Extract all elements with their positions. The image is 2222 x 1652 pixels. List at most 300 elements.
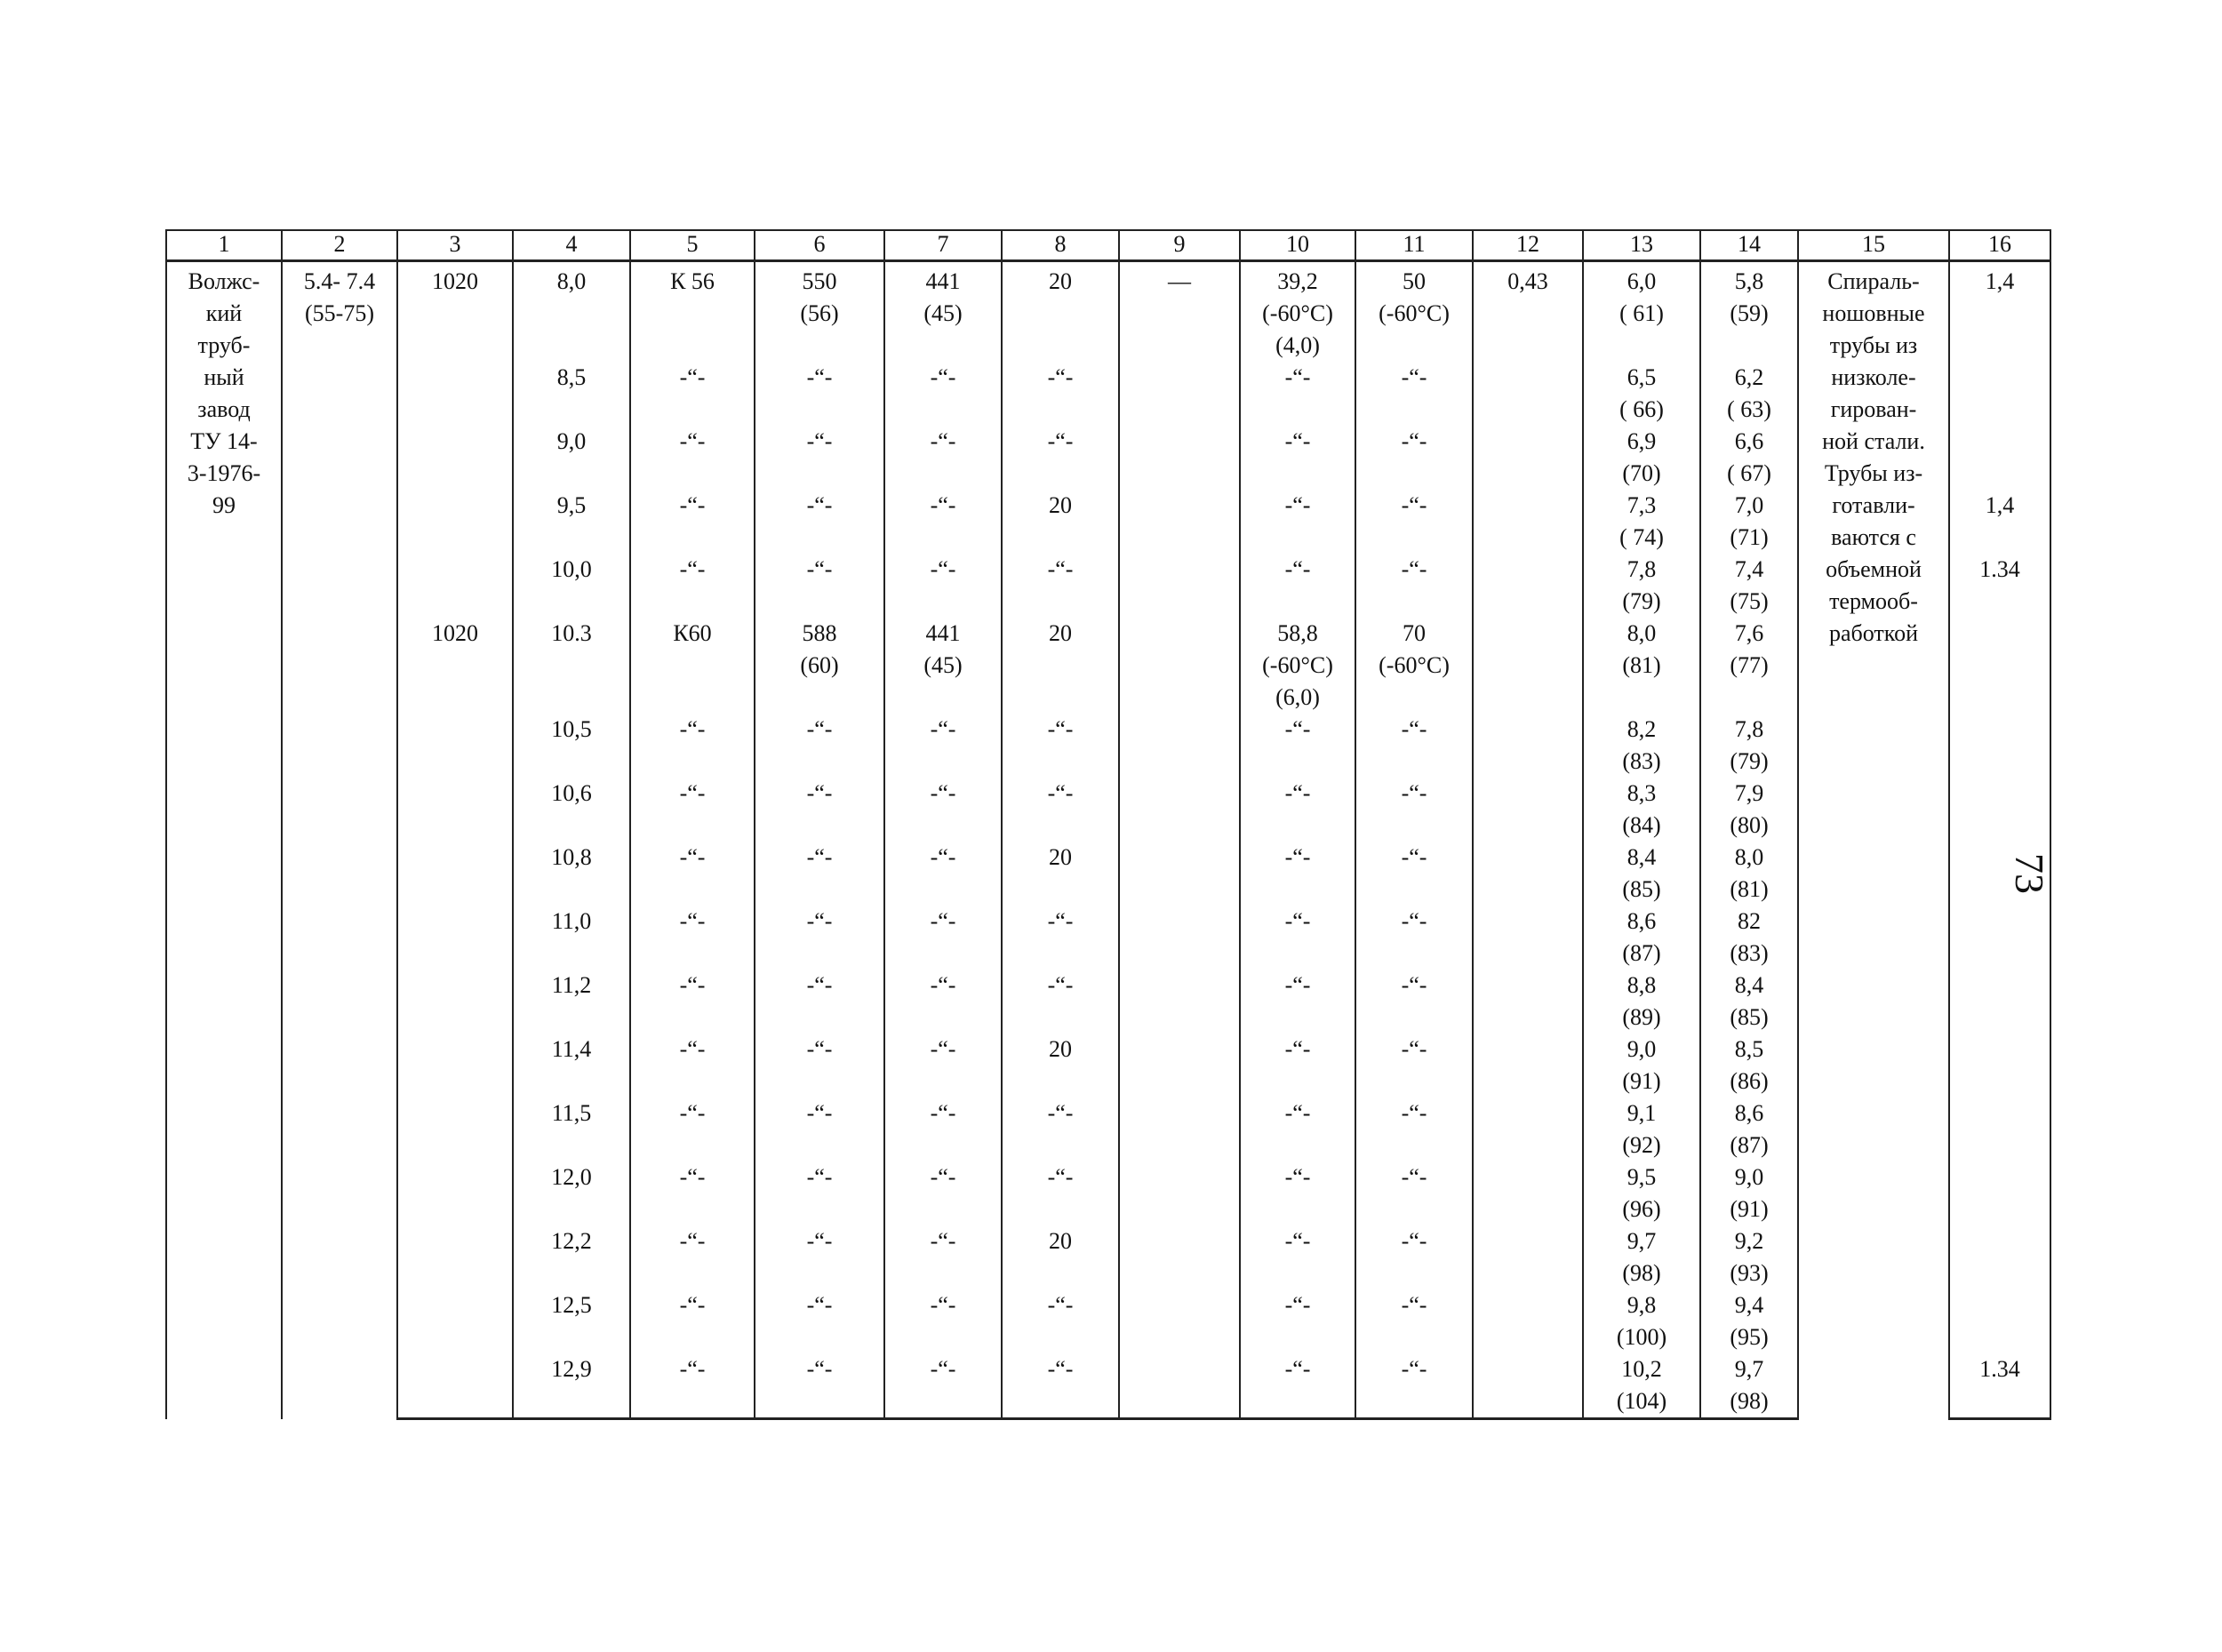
cell-value: -“-: [1284, 492, 1311, 518]
cell-value: 9,8: [1627, 1292, 1657, 1318]
cell-value: -“-: [679, 716, 706, 742]
table-cell-col-12: [1473, 778, 1583, 842]
table-cell-col-5: [630, 1161, 755, 1225]
table-cell-col-10: [1240, 1161, 1355, 1225]
table-cell-col-13: [1583, 1161, 1700, 1225]
cell-value: -“-: [930, 1292, 956, 1318]
cell-value: -“-: [806, 492, 833, 518]
remark-line: готавли-: [1832, 492, 1915, 518]
cell-value: -“-: [806, 1292, 833, 1318]
cell-value: —: [1168, 268, 1191, 294]
cell-value: 11,0: [551, 908, 592, 934]
table-cell-col-13: [1583, 554, 1700, 618]
table-cell-col-3: [397, 1225, 513, 1289]
table-row: [166, 618, 2050, 714]
table-cell-col-5: [630, 1353, 755, 1419]
column-number-7: 7: [884, 230, 1002, 261]
table-cell-col-10: [1240, 842, 1355, 906]
cell-value: 1.34: [1979, 1356, 2020, 1382]
cell-value: 82: [1738, 908, 1761, 934]
cell-value: -“-: [930, 1228, 956, 1254]
table-cell-col-12: [1473, 362, 1583, 426]
manufacturer-line: ТУ 14-: [190, 428, 258, 454]
cell-value: 8,6: [1734, 1100, 1764, 1126]
table-cell-col-5: [630, 618, 755, 714]
table-row: [166, 1225, 2050, 1289]
cell-value: -“-: [679, 1100, 706, 1126]
cell-value: -“-: [1047, 1100, 1074, 1126]
table-cell-col-9: [1119, 490, 1240, 554]
table-cell-col-13: [1583, 970, 1700, 1033]
table-cell-col-14: [1700, 1289, 1798, 1353]
remark-line: трубы из: [1829, 332, 1918, 358]
cell-value: 10,8: [551, 844, 592, 870]
cell-value: 12,0: [551, 1164, 592, 1190]
cell-value: -“-: [1401, 556, 1427, 582]
cell-value: 588: [802, 620, 837, 646]
cell-value: 11,4: [551, 1036, 592, 1062]
table-cell-col-9: [1119, 362, 1240, 426]
cell-value: -“-: [1284, 972, 1311, 998]
table-row: [166, 1161, 2050, 1225]
table-cell-col-11: [1355, 778, 1473, 842]
cell-value: -“-: [1401, 1164, 1427, 1190]
cell-value: 7,0: [1734, 492, 1764, 518]
cell-value: 6,0: [1627, 268, 1657, 294]
table-cell-col-7: [884, 842, 1002, 906]
cell-value: 7,4: [1734, 556, 1764, 582]
table-cell-col-7: [884, 714, 1002, 778]
table-cell-col-3: [397, 1289, 513, 1353]
cell-value: 20: [1049, 844, 1072, 870]
table-cell-col-5: [630, 1289, 755, 1353]
cell-value: -“-: [806, 1100, 833, 1126]
cell-value: -“-: [806, 1036, 833, 1062]
table-cell-col-9: [1119, 842, 1240, 906]
table-cell-col-3: [397, 1161, 513, 1225]
table-cell-col-5: [630, 1097, 755, 1161]
cell-value: -“-: [930, 364, 956, 390]
cell-value: 8,0: [556, 268, 587, 294]
manufacturer-line: кий: [205, 300, 243, 326]
table-cell-col-16: [1949, 426, 2050, 490]
cell-value: (86): [1730, 1068, 1769, 1094]
cell-value: (-60°С): [1379, 300, 1450, 326]
cell-value: 9,7: [1627, 1228, 1657, 1254]
table-cell-col-7: [884, 1161, 1002, 1225]
table-cell-col-8: [1002, 426, 1119, 490]
table-cell-col-12: [1473, 1225, 1583, 1289]
table-cell-col-12: [1473, 426, 1583, 490]
cell-value: 12,5: [551, 1292, 592, 1318]
table-cell-col-11: [1355, 1289, 1473, 1353]
cell-value: 9,2: [1734, 1228, 1764, 1254]
table-cell-col-10: [1240, 426, 1355, 490]
table-cell-col-6: [755, 1033, 884, 1097]
table-cell-col-13: [1583, 261, 1700, 363]
table-cell-col-11: [1355, 1097, 1473, 1161]
table-cell-col-7: [884, 426, 1002, 490]
cell-value: (60): [800, 652, 839, 678]
cell-value: -“-: [679, 492, 706, 518]
cell-value: -“-: [1047, 1164, 1074, 1190]
table-cell-col-12: [1473, 1161, 1583, 1225]
cell-value: 0,43: [1507, 268, 1548, 294]
table-cell-col-6: [755, 1289, 884, 1353]
cell-value: 20: [1049, 268, 1072, 294]
cell-value: -“-: [679, 1292, 706, 1318]
cell-value: 1020: [432, 268, 478, 294]
cell-value: -“-: [1284, 556, 1311, 582]
cell-value: (84): [1622, 812, 1661, 838]
cell-value: -“-: [679, 844, 706, 870]
table-cell-col-4: [513, 261, 630, 363]
table-cell-col-5: [630, 261, 755, 363]
table-cell-col-8: [1002, 1161, 1119, 1225]
table-cell-col-9: [1119, 554, 1240, 618]
cell-value: (98): [1622, 1260, 1661, 1286]
cell-value: -“-: [930, 1356, 956, 1382]
cell-value: (79): [1730, 748, 1769, 774]
table-cell-col-12: [1473, 618, 1583, 714]
table-cell-col-5: [630, 490, 755, 554]
table-cell-col-14: [1700, 842, 1798, 906]
table-cell-col-16: [1949, 618, 2050, 714]
column-number-13: 13: [1583, 230, 1700, 261]
table-cell-col-9: [1119, 261, 1240, 363]
table-cell-col-14: [1700, 554, 1798, 618]
table-cell-col-3: [397, 490, 513, 554]
table-cell-col-6: [755, 490, 884, 554]
table-cell-col-3: [397, 1353, 513, 1419]
table-cell-col-9: [1119, 1097, 1240, 1161]
table-cell-col-3: [397, 778, 513, 842]
table-cell-col-8: [1002, 842, 1119, 906]
table-cell-col-13: [1583, 426, 1700, 490]
remark-line: ношовные: [1822, 300, 1925, 326]
column-number-6: 6: [755, 230, 884, 261]
cell-value: 11,5: [551, 1100, 592, 1126]
table-cell-col-10: [1240, 906, 1355, 970]
table-cell-col-4: [513, 970, 630, 1033]
table-cell-col-16: [1949, 1033, 2050, 1097]
column-number-11: 11: [1355, 230, 1473, 261]
table-cell-col-12: [1473, 1033, 1583, 1097]
cell-value: (75): [1730, 588, 1769, 614]
cell-value: -“-: [1401, 364, 1427, 390]
cell-value: (100): [1616, 1324, 1667, 1350]
table-cell-col-11: [1355, 714, 1473, 778]
table-cell-col-11: [1355, 362, 1473, 426]
table-cell-col-13: [1583, 490, 1700, 554]
cell-value: (87): [1730, 1132, 1769, 1158]
column-number-15: 15: [1798, 230, 1949, 261]
table-cell-col-4: [513, 1033, 630, 1097]
cell-value: -“-: [1401, 1100, 1427, 1126]
table-cell-col-12: [1473, 714, 1583, 778]
table-cell-col-10: [1240, 714, 1355, 778]
table-cell-col-6: [755, 1225, 884, 1289]
table-cell-col-16: [1949, 261, 2050, 363]
table-cell-col-12: [1473, 970, 1583, 1033]
table-cell-col-13: [1583, 906, 1700, 970]
table-row: [166, 970, 2050, 1033]
table-cell-col-4: [513, 1289, 630, 1353]
table-cell-col-5: [630, 906, 755, 970]
table-cell-col-16: [1949, 1225, 2050, 1289]
cell-value: -“-: [806, 780, 833, 806]
table-cell-col-10: [1240, 1097, 1355, 1161]
table-cell-col-16: [1949, 1289, 2050, 1353]
table-cell-col-11: [1355, 906, 1473, 970]
table-cell-col-8: [1002, 714, 1119, 778]
table-cell-col-6: [755, 618, 884, 714]
table-cell-col-16: [1949, 970, 2050, 1033]
cell-value: -“-: [1284, 364, 1311, 390]
cell-value: -“-: [1047, 364, 1074, 390]
table-cell-col-11: [1355, 261, 1473, 363]
cell-value: 8,0: [1627, 620, 1657, 646]
table-cell-col-6: [755, 970, 884, 1033]
table-cell-col-11: [1355, 490, 1473, 554]
table-cell-col-13: [1583, 362, 1700, 426]
cell-value: (93): [1730, 1260, 1769, 1286]
remark-line: термооб-: [1829, 588, 1918, 614]
cell-value: -“-: [1284, 1100, 1311, 1126]
table-cell-col-13: [1583, 1033, 1700, 1097]
table-row: [166, 842, 2050, 906]
manufacturer-line: 3-1976-: [187, 460, 261, 486]
cell-value: -“-: [930, 844, 956, 870]
table-cell-col-14: [1700, 362, 1798, 426]
remark-line: Спираль-: [1827, 268, 1920, 294]
cell-value: 10.3: [551, 620, 592, 646]
cell-value: 8,8: [1627, 972, 1657, 998]
table-cell-col-7: [884, 362, 1002, 426]
cell-value: (89): [1622, 1004, 1661, 1030]
cell-value: -“-: [1401, 1228, 1427, 1254]
table-cell-col-14: [1700, 261, 1798, 363]
remark-line: низколе-: [1831, 364, 1916, 390]
cell-value: 1,4: [1985, 492, 2015, 518]
table-row: [166, 490, 2050, 554]
table-cell-col-6: [755, 554, 884, 618]
cell-value: 1.34: [1979, 556, 2020, 582]
cell-value: -“-: [1401, 972, 1427, 998]
cell-value: ( 67): [1727, 460, 1771, 486]
table-cell-col-7: [884, 1097, 1002, 1161]
cell-value: -“-: [806, 1356, 833, 1382]
cell-value: -“-: [806, 844, 833, 870]
cell-value: (80): [1730, 812, 1769, 838]
cell-value: -“-: [930, 1036, 956, 1062]
table-row: [166, 554, 2050, 618]
table-cell-col-9: [1119, 1225, 1240, 1289]
table-cell-col-13: [1583, 1097, 1700, 1161]
table-cell-col-6: [755, 362, 884, 426]
table-cell-col-3: [397, 970, 513, 1033]
table-cell-col-6: [755, 778, 884, 842]
table-cell-col-5: [630, 426, 755, 490]
cell-value: (85): [1622, 876, 1661, 902]
cell-value: К60: [673, 620, 712, 646]
cell-value: -“-: [806, 1228, 833, 1254]
table-cell-col-7: [884, 554, 1002, 618]
cell-value: (81): [1622, 652, 1661, 678]
table-cell-col-8: [1002, 490, 1119, 554]
cell-value: 8,6: [1627, 908, 1657, 934]
cell-value: 550: [802, 268, 837, 294]
table-cell-col-8: [1002, 1353, 1119, 1419]
cell-value: 9,5: [556, 492, 587, 518]
table-row: [166, 426, 2050, 490]
table-row: [166, 1353, 2050, 1419]
table-cell-col-13: [1583, 714, 1700, 778]
table-cell-col-3: [397, 1097, 513, 1161]
table-cell-col-11: [1355, 618, 1473, 714]
cell-value: (77): [1730, 652, 1769, 678]
table-cell-col-5: [630, 970, 755, 1033]
table-cell-col-12: [1473, 1289, 1583, 1353]
table-cell-col-10: [1240, 490, 1355, 554]
cell-value: -“-: [1047, 972, 1074, 998]
table-cell-col-3: [397, 261, 513, 363]
cell-value: -“-: [1047, 716, 1074, 742]
cell-value: 10,5: [551, 716, 592, 742]
cell-value: -“-: [1401, 908, 1427, 934]
table-row: [166, 1033, 2050, 1097]
table-cell-col-5: [630, 362, 755, 426]
table-cell-col-4: [513, 1225, 630, 1289]
table-cell-col-4: [513, 490, 630, 554]
cell-value: 6,9: [1627, 428, 1657, 454]
cell-value: (-60°С): [1262, 300, 1333, 326]
cell-value: -“-: [679, 428, 706, 454]
table-cell-col-12: [1473, 842, 1583, 906]
cell-value: 7,9: [1734, 780, 1764, 806]
table-cell-col-7: [884, 490, 1002, 554]
cell-value: (59): [1730, 300, 1769, 326]
cell-value: -“-: [1284, 428, 1311, 454]
cell-value: -“-: [1284, 1292, 1311, 1318]
table-cell-col-5: [630, 554, 755, 618]
table-cell-col-14: [1700, 618, 1798, 714]
column-number-16: 16: [1949, 230, 2050, 261]
table-cell-col-9: [1119, 426, 1240, 490]
cell-value: 1020: [432, 620, 478, 646]
table-cell-col-5: [630, 1033, 755, 1097]
table-cell-col-8: [1002, 261, 1119, 363]
cell-value: ( 74): [1619, 524, 1664, 550]
cell-value: -“-: [1284, 908, 1311, 934]
cell-value: 50: [1403, 268, 1426, 294]
table-cell-col-10: [1240, 554, 1355, 618]
manufacturer-line: труб-: [197, 332, 251, 358]
remark-line: Трубы из-: [1824, 460, 1923, 486]
table-cell-col-7: [884, 618, 1002, 714]
column-number-row: [166, 230, 2050, 261]
column-number-12: 12: [1473, 230, 1583, 261]
table-cell-col-5: [630, 1225, 755, 1289]
table-cell-col-14: [1700, 426, 1798, 490]
cell-value: 9,0: [556, 428, 587, 454]
table-cell-col-10: [1240, 618, 1355, 714]
data-table: [165, 229, 2051, 1420]
table-cell-col-10: [1240, 778, 1355, 842]
manufacturer-line: завод: [197, 396, 251, 422]
cell-value: 20: [1049, 620, 1072, 646]
manufacturer-line: ный: [204, 364, 244, 390]
table-cell-col-12: [1473, 906, 1583, 970]
table-cell-col-4: [513, 778, 630, 842]
cell-value: -“-: [679, 1164, 706, 1190]
cell-value: 20: [1049, 1036, 1072, 1062]
table-cell-col-8: [1002, 906, 1119, 970]
cell-value: ( 61): [1619, 300, 1664, 326]
cell-value: -“-: [1284, 1164, 1311, 1190]
column-number-10: 10: [1240, 230, 1355, 261]
cell-value: -“-: [1284, 716, 1311, 742]
cell-value: -“-: [679, 1228, 706, 1254]
table-cell-col-9: [1119, 1161, 1240, 1225]
remark-cell: [1798, 261, 1949, 1419]
table-cell-col-9: [1119, 1033, 1240, 1097]
table-cell-col-14: [1700, 1353, 1798, 1419]
table-body: [166, 261, 2050, 1419]
table-cell-col-13: [1583, 618, 1700, 714]
table-cell-col-8: [1002, 554, 1119, 618]
cell-value: (104): [1616, 1388, 1667, 1414]
cell-value: -“-: [930, 1164, 956, 1190]
cell-value: -“-: [1047, 1292, 1074, 1318]
cell-value: (79): [1622, 588, 1661, 614]
cell-value: 8,3: [1627, 780, 1657, 806]
cell-value: -“-: [1284, 844, 1311, 870]
table-cell-col-4: [513, 842, 630, 906]
cell-value: -“-: [1284, 1356, 1311, 1382]
cell-value: (92): [1622, 1132, 1661, 1158]
cell-value: (45): [923, 300, 963, 326]
table-cell-col-8: [1002, 1289, 1119, 1353]
cell-value: -“-: [930, 972, 956, 998]
table-cell-col-8: [1002, 778, 1119, 842]
table-cell-col-5: [630, 842, 755, 906]
manufacturer-line: Волжс-: [188, 268, 260, 294]
remark-line: объемной: [1826, 556, 1922, 582]
cell-value: -“-: [1401, 844, 1427, 870]
table-cell-col-3: [397, 842, 513, 906]
cell-value: -“-: [679, 780, 706, 806]
table-cell-col-8: [1002, 970, 1119, 1033]
table-cell-col-14: [1700, 714, 1798, 778]
cell-value: 6,5: [1627, 364, 1657, 390]
cell-value: 7,8: [1627, 556, 1657, 582]
cell-value: 10,6: [551, 780, 592, 806]
remark-line: ваются с: [1831, 524, 1916, 550]
table-cell-col-11: [1355, 1353, 1473, 1419]
table-cell-col-9: [1119, 906, 1240, 970]
table-cell-col-14: [1700, 1161, 1798, 1225]
table-cell-col-7: [884, 906, 1002, 970]
table-cell-col-12: [1473, 490, 1583, 554]
cell-value: (98): [1730, 1388, 1769, 1414]
table-cell-col-5: [630, 714, 755, 778]
cell-value: 20: [1049, 492, 1072, 518]
pressure-cell: [282, 261, 397, 1419]
cell-value: 7,6: [1734, 620, 1764, 646]
table-cell-col-16: [1949, 1161, 2050, 1225]
table-cell-col-16: [1949, 554, 2050, 618]
